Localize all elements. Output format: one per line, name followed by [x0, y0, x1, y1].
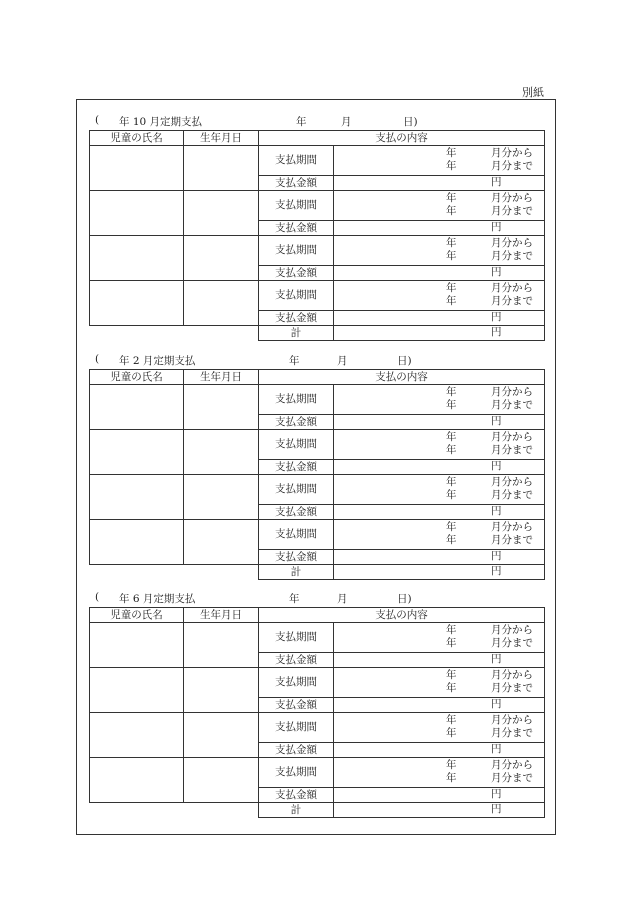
amount-value	[334, 743, 544, 757]
dob-cell[interactable]	[184, 623, 259, 668]
period-to-year: 年	[446, 399, 457, 411]
payment-amount-label: 支払金額	[259, 653, 334, 668]
period-values	[334, 191, 544, 220]
payment-table	[89, 607, 545, 818]
total-amount-cell[interactable]	[334, 803, 545, 818]
payment-amount-cell[interactable]	[334, 550, 545, 565]
payment-amount-label: 支払金額	[259, 311, 334, 326]
payment-amount-cell[interactable]	[334, 311, 545, 326]
period-values	[334, 236, 544, 265]
amount-value	[334, 505, 544, 519]
child-name-cell[interactable]	[90, 191, 184, 236]
total-blank	[90, 565, 259, 580]
child-name-header: 児童の氏名	[90, 370, 184, 385]
child-row	[90, 668, 545, 698]
child-name-cell[interactable]	[90, 236, 184, 281]
child-name-cell[interactable]	[90, 668, 184, 713]
section-title	[89, 591, 545, 607]
period-values	[334, 385, 544, 414]
period-from-month: 月分から	[491, 192, 533, 204]
date-year-label: 年	[289, 355, 300, 367]
period-from-year: 年	[446, 624, 457, 636]
yen-unit: 円	[491, 505, 502, 517]
date-day-label: 日)	[397, 355, 412, 367]
payment-period-label: 支払期間	[259, 281, 334, 311]
open-paren: (	[95, 353, 100, 365]
header-row	[90, 131, 545, 146]
period-to-year: 年	[446, 444, 457, 456]
total-yen-unit: 円	[491, 565, 502, 577]
child-name-cell[interactable]	[90, 281, 184, 326]
child-row	[90, 713, 545, 743]
yen-unit: 円	[491, 221, 502, 233]
dob-cell[interactable]	[184, 385, 259, 430]
yen-unit: 円	[491, 415, 502, 427]
child-name-cell[interactable]	[90, 146, 184, 191]
period-values	[334, 520, 544, 549]
date-month-label: 月	[337, 593, 348, 605]
total-yen-unit: 円	[491, 803, 502, 815]
child-row	[90, 385, 545, 415]
amount-value	[334, 266, 544, 280]
total-value	[334, 803, 544, 817]
header-row	[90, 370, 545, 385]
period-to-month: 月分まで	[491, 399, 533, 411]
child-row	[90, 430, 545, 460]
payment-period-cell[interactable]	[334, 758, 545, 788]
yen-unit: 円	[491, 698, 502, 710]
child-name-cell[interactable]	[90, 713, 184, 758]
total-blank	[90, 803, 259, 818]
period-from-year: 年	[446, 282, 457, 294]
child-name-header: 児童の氏名	[90, 608, 184, 623]
payment-amount-label: 支払金額	[259, 176, 334, 191]
payment-period-label: 支払期間	[259, 668, 334, 698]
amount-value	[334, 698, 544, 712]
period-to-month: 月分まで	[491, 489, 533, 501]
child-row	[90, 758, 545, 788]
period-from-year: 年	[446, 714, 457, 726]
period-from-year: 年	[446, 147, 457, 159]
dob-cell[interactable]	[184, 758, 259, 803]
total-value	[334, 565, 544, 579]
amount-value	[334, 311, 544, 325]
child-name-header: 児童の氏名	[90, 131, 184, 146]
period-from-year: 年	[446, 237, 457, 249]
period-from-month: 月分から	[491, 759, 533, 771]
period-from-year: 年	[446, 759, 457, 771]
payment-amount-label: 支払金額	[259, 743, 334, 758]
payment-amount-cell[interactable]	[334, 743, 545, 758]
period-to-year: 年	[446, 160, 457, 172]
period-from-year: 年	[446, 192, 457, 204]
period-from-year: 年	[446, 669, 457, 681]
date-year-label: 年	[289, 593, 300, 605]
period-to-year: 年	[446, 637, 457, 649]
payment-period-cell[interactable]	[334, 430, 545, 460]
payment-amount-cell[interactable]	[334, 221, 545, 236]
period-to-month: 月分まで	[491, 444, 533, 456]
payment-period-label: 支払期間	[259, 191, 334, 221]
child-row	[90, 623, 545, 653]
payment-amount-label: 支払金額	[259, 505, 334, 520]
child-name-cell[interactable]	[90, 475, 184, 520]
dob-header: 生年月日	[184, 131, 259, 146]
content-header: 支払の内容	[259, 370, 545, 385]
child-name-cell[interactable]	[90, 623, 184, 668]
total-row	[90, 326, 545, 341]
payment-period-cell[interactable]	[334, 191, 545, 221]
period-values	[334, 281, 544, 310]
child-name-cell[interactable]	[90, 758, 184, 803]
amount-value	[334, 653, 544, 667]
content-header: 支払の内容	[259, 608, 545, 623]
dob-cell[interactable]	[184, 713, 259, 758]
yen-unit: 円	[491, 266, 502, 278]
child-row	[90, 475, 545, 505]
period-to-month: 月分まで	[491, 727, 533, 739]
dob-cell[interactable]	[184, 668, 259, 713]
payment-amount-cell[interactable]	[334, 653, 545, 668]
payment-section	[89, 353, 545, 580]
child-row	[90, 520, 545, 550]
payment-period-cell[interactable]	[334, 668, 545, 698]
payment-amount-label: 支払金額	[259, 415, 334, 430]
total-row	[90, 565, 545, 580]
period-to-month: 月分まで	[491, 682, 533, 694]
payment-period-label: 支払期間	[259, 623, 334, 653]
child-row	[90, 191, 545, 221]
period-from-month: 月分から	[491, 282, 533, 294]
payment-amount-cell[interactable]	[334, 176, 545, 191]
date-day-label: 日)	[397, 593, 412, 605]
payment-title: 年 2 月定期支払	[119, 355, 196, 367]
period-from-month: 月分から	[491, 147, 533, 159]
total-value	[334, 326, 544, 340]
payment-period-cell[interactable]	[334, 623, 545, 653]
payment-amount-cell[interactable]	[334, 460, 545, 475]
payment-amount-label: 支払金額	[259, 221, 334, 236]
amount-value	[334, 550, 544, 564]
dob-cell[interactable]	[184, 236, 259, 281]
period-from-year: 年	[446, 431, 457, 443]
period-to-year: 年	[446, 205, 457, 217]
dob-header: 生年月日	[184, 608, 259, 623]
child-name-cell[interactable]	[90, 385, 184, 430]
dob-cell[interactable]	[184, 146, 259, 191]
yen-unit: 円	[491, 460, 502, 472]
payment-period-cell[interactable]	[334, 146, 545, 176]
child-name-cell[interactable]	[90, 430, 184, 475]
payment-amount-cell[interactable]	[334, 788, 545, 803]
amount-value	[334, 788, 544, 802]
yen-unit: 円	[491, 653, 502, 665]
period-values	[334, 475, 544, 504]
period-values	[334, 668, 544, 697]
dob-cell[interactable]	[184, 520, 259, 565]
child-name-cell[interactable]	[90, 520, 184, 565]
total-label: 計	[259, 803, 334, 818]
period-to-year: 年	[446, 489, 457, 501]
period-to-year: 年	[446, 772, 457, 784]
payment-amount-label: 支払金額	[259, 550, 334, 565]
payment-amount-cell[interactable]	[334, 505, 545, 520]
payment-period-label: 支払期間	[259, 385, 334, 415]
period-from-month: 月分から	[491, 521, 533, 533]
date-month-label: 月	[337, 355, 348, 367]
yen-unit: 円	[491, 311, 502, 323]
yen-unit: 円	[491, 176, 502, 188]
child-row	[90, 236, 545, 266]
payment-amount-label: 支払金額	[259, 460, 334, 475]
payment-period-cell[interactable]	[334, 281, 545, 311]
header-row	[90, 608, 545, 623]
payment-period-label: 支払期間	[259, 430, 334, 460]
period-from-month: 月分から	[491, 669, 533, 681]
period-to-month: 月分まで	[491, 772, 533, 784]
payment-period-cell[interactable]	[334, 520, 545, 550]
open-paren: (	[95, 114, 100, 126]
section-title	[89, 353, 545, 369]
payment-period-label: 支払期間	[259, 475, 334, 505]
period-to-month: 月分まで	[491, 160, 533, 172]
dob-cell[interactable]	[184, 281, 259, 326]
period-values	[334, 430, 544, 459]
payment-period-cell[interactable]	[334, 385, 545, 415]
period-to-month: 月分まで	[491, 637, 533, 649]
period-from-year: 年	[446, 476, 457, 488]
amount-value	[334, 176, 544, 190]
yen-unit: 円	[491, 743, 502, 755]
payment-table	[89, 130, 545, 341]
total-label: 計	[259, 326, 334, 341]
open-paren: (	[95, 591, 100, 603]
payment-table	[89, 369, 545, 580]
payment-amount-label: 支払金額	[259, 698, 334, 713]
child-row	[90, 281, 545, 311]
period-values	[334, 146, 544, 175]
period-from-month: 月分から	[491, 431, 533, 443]
period-from-month: 月分から	[491, 714, 533, 726]
amount-value	[334, 460, 544, 474]
payment-title: 年 10 月定期支払	[119, 116, 203, 128]
period-from-month: 月分から	[491, 624, 533, 636]
payment-section	[89, 114, 545, 341]
total-yen-unit: 円	[491, 326, 502, 338]
payment-period-cell[interactable]	[334, 236, 545, 266]
period-values	[334, 623, 544, 652]
payment-amount-cell[interactable]	[334, 415, 545, 430]
period-to-year: 年	[446, 534, 457, 546]
child-row	[90, 146, 545, 176]
payment-period-label: 支払期間	[259, 713, 334, 743]
amount-value	[334, 415, 544, 429]
period-values	[334, 758, 544, 787]
section-title	[89, 114, 545, 130]
period-to-year: 年	[446, 250, 457, 262]
period-to-month: 月分まで	[491, 295, 533, 307]
content-header: 支払の内容	[259, 131, 545, 146]
total-label: 計	[259, 565, 334, 580]
payment-period-label: 支払期間	[259, 758, 334, 788]
payment-period-cell[interactable]	[334, 475, 545, 505]
payment-amount-cell[interactable]	[334, 266, 545, 281]
dob-cell[interactable]	[184, 475, 259, 520]
period-from-year: 年	[446, 521, 457, 533]
period-to-month: 月分まで	[491, 534, 533, 546]
dob-cell[interactable]	[184, 191, 259, 236]
payment-period-cell[interactable]	[334, 713, 545, 743]
period-to-month: 月分まで	[491, 205, 533, 217]
annex-label: 別紙	[522, 86, 544, 99]
period-to-year: 年	[446, 295, 457, 307]
period-to-year: 年	[446, 727, 457, 739]
date-month-label: 月	[341, 116, 352, 128]
payment-period-label: 支払期間	[259, 520, 334, 550]
total-blank	[90, 326, 259, 341]
payment-period-label: 支払期間	[259, 146, 334, 176]
date-year-label: 年	[296, 116, 307, 128]
dob-header: 生年月日	[184, 370, 259, 385]
amount-value	[334, 221, 544, 235]
payment-title: 年 6 月定期支払	[119, 593, 196, 605]
total-amount-cell[interactable]	[334, 565, 545, 580]
payment-section	[89, 591, 545, 818]
period-from-year: 年	[446, 386, 457, 398]
total-amount-cell[interactable]	[334, 326, 545, 341]
yen-unit: 円	[491, 550, 502, 562]
period-from-month: 月分から	[491, 476, 533, 488]
payment-amount-label: 支払金額	[259, 266, 334, 281]
date-day-label: 日)	[403, 116, 418, 128]
yen-unit: 円	[491, 788, 502, 800]
payment-amount-cell[interactable]	[334, 698, 545, 713]
period-values	[334, 713, 544, 742]
period-from-month: 月分から	[491, 386, 533, 398]
period-to-year: 年	[446, 682, 457, 694]
payment-amount-label: 支払金額	[259, 788, 334, 803]
payment-period-label: 支払期間	[259, 236, 334, 266]
dob-cell[interactable]	[184, 430, 259, 475]
total-row	[90, 803, 545, 818]
period-to-month: 月分まで	[491, 250, 533, 262]
period-from-month: 月分から	[491, 237, 533, 249]
